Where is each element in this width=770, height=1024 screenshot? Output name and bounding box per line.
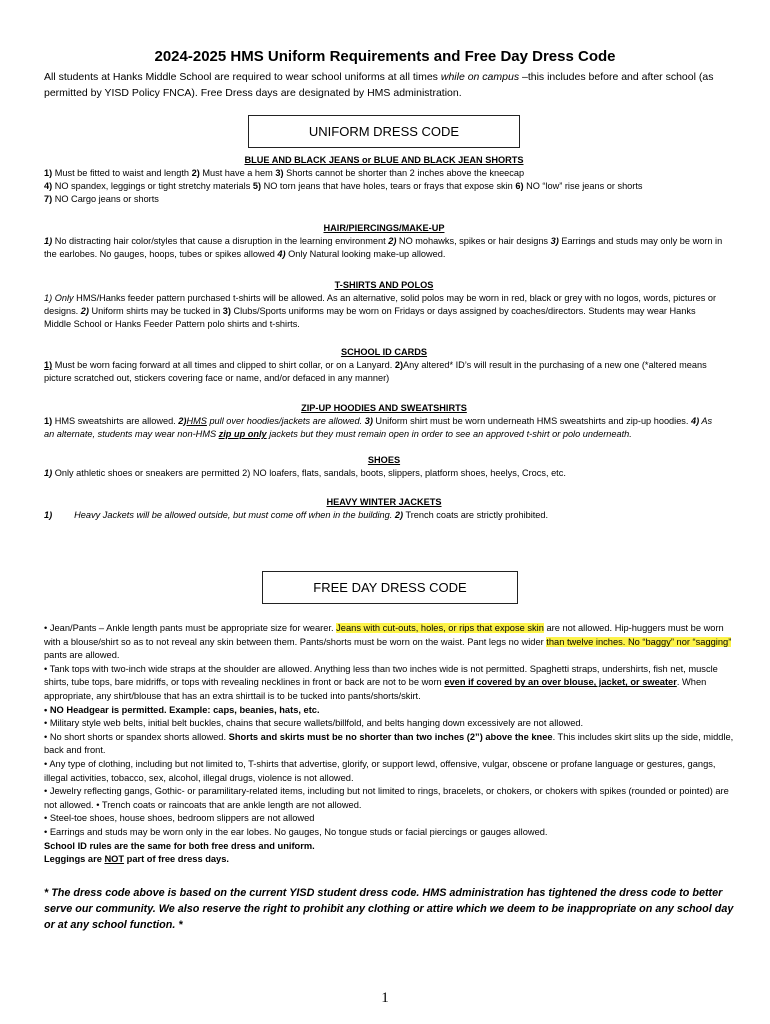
item-number: 5) (252, 181, 262, 191)
tshirts-section (44, 279, 724, 331)
item-number: 4) (277, 249, 286, 259)
section-heading: BLUE AND BLACK JEANS or BLUE AND BLACK JEAN SHORTS (244, 155, 524, 165)
free-rule-jeans (44, 622, 734, 663)
item-text: jackets but they must remain open in order to see an approved t-shirt or polo underneath. (266, 429, 632, 439)
item-text: HMS (186, 416, 207, 426)
item-text: HMS/Hanks feeder pattern purchased t-shirts will be allowed. As an alternative, solid polos may be worn in red, black or grey with no logos, words, pictures or designs. (44, 293, 717, 316)
item-text: NO torn jeans that have holes, tears or frays that expose skin (261, 181, 516, 191)
jeans-section (44, 154, 724, 206)
item-number: 2) (394, 360, 404, 370)
section-heading: HAIR/PIERCINGS/MAKE-UP (323, 223, 445, 233)
item-number: 3) (550, 236, 559, 246)
item-text: Must be worn facing forward at all times and clipped to shirt collar, or on a Lanyard. (52, 360, 395, 370)
item-number: 1) (44, 468, 53, 478)
item-number: 2) (178, 416, 187, 426)
rule-text: Leggings are (44, 854, 105, 865)
item-number: 1) (44, 236, 53, 246)
highlighted-text: Jeans with cut-outs, holes, or rips that expose skin (336, 623, 544, 633)
emphasis-text: NOT (104, 854, 125, 865)
item-text: Clubs/Sports uniforms may be worn on Fridays or days assigned by coaches/directors. Students may wear Hanks Middle School or Hanks Feeder Pattern polo shirts and t-shirts. (44, 306, 696, 329)
rule-text: part of free dress days. (124, 854, 229, 865)
rule-text: are not allowed. Hip-huggers must be worn with a blouse/shirt so as to not reveal any skin between them. Pants/shorts must be worn on the waist. Pant legs no wider (44, 623, 724, 647)
highlighted-text: than twelve inches. No “baggy” nor “sagging” (546, 636, 732, 647)
free-rule-leggings (44, 853, 734, 867)
footer-note: * The dress code above is based on the current YISD student dress code. HMS administration has tightened the dress code to better serve our community. We also reserve the right to prohibit any clothing or attire which we deem to be inappropriate on any school day or at any school function. * (44, 887, 734, 931)
free-rule-shorts (44, 731, 734, 758)
intro-text-end: –this includes before and after school (as permitted by YISD Policy FNCA). Free Dress days are designated by HMS administration. (44, 71, 714, 99)
free-rule-id: School ID rules are the same for both free dress and uniform. (44, 840, 315, 851)
item-text: Uniform shirt must be worn underneath HMS sweatshirts and zip-up hoodies. (372, 416, 692, 426)
item-text: Uniform shirts may be tucked in (88, 306, 223, 316)
free-rule-shoes: • Steel-toe shoes, house shoes, bedroom slippers are not allowed (44, 813, 315, 824)
section-heading: HEAVY WINTER JACKETS (326, 497, 442, 507)
section-heading: ZIP-UP HOODIES AND SWEATSHIRTS (301, 403, 467, 413)
item-text: zip up only (218, 429, 267, 439)
item-number: 3) (275, 168, 284, 178)
hoodies-section (44, 402, 724, 441)
item-number: 2) (394, 510, 404, 520)
emphasis-text: Shorts and skirts must be no shorter than two inches (2”) above the knee (228, 731, 553, 742)
section-heading: SCHOOL ID CARDS (340, 347, 428, 357)
free-rule-earrings: • Earrings and studs may be worn only in the ear lobes. No gauges, No tongue studs or facial piercings or gauges allowed. (44, 826, 548, 837)
item-number: 1) (44, 360, 53, 370)
intro-paragraph (44, 69, 734, 101)
item-text: Must have a hem (199, 168, 276, 178)
item-number: 2) (388, 236, 397, 246)
rule-text: • No short shorts or spandex shorts allowed. (44, 731, 229, 742)
emphasis-text: even if covered by an over blouse, jacket, or sweater (444, 677, 677, 688)
item-number: 2) (80, 306, 89, 316)
item-text: As an alternate, students may wear non-HMS (44, 416, 713, 439)
shoes-section (44, 454, 724, 480)
document-title: 2024-2025 HMS Uniform Requirements and Free Day Dress Code (154, 48, 616, 65)
item-text: HMS sweatshirts are allowed. (52, 416, 179, 426)
item-number: 4) (44, 181, 53, 191)
section-heading: SHOES (367, 455, 401, 465)
item-text: No distracting hair color/styles that cause a disruption in the learning environment (52, 236, 389, 246)
free-rule-clothing: • Any type of clothing, including but not limited to, T-shirts that advertise, glorify, or support lewd, offensive, vulgar, obscene or profane language or gestures, gangs, illegal activities, tobacco, sex, alcohol, illegal drugs, violence is not allowed. (44, 758, 716, 783)
free-day-rules (44, 622, 734, 867)
item-number: 6) (515, 181, 524, 191)
rule-text: . When appropriate, any shirt/blouse that has an extra shirttail is to be tucked into pants/shorts/skirt. (44, 677, 707, 701)
item-text: NO spandex, leggings or tight stretchy materials (52, 181, 253, 191)
item-number: 7) (44, 194, 53, 204)
item-text: Heavy Jackets will be allowed outside, but must come off when in the building. (74, 510, 395, 520)
uniform-dress-code-box: UNIFORM DRESS CODE (248, 115, 520, 148)
item-text: NO Cargo jeans or shorts (52, 194, 159, 204)
rule-text: • Tank tops with two-inch wide straps at the shoulder are allowed. Anything less than two inches wide is not permitted. Spaghetti straps, undershirts, fish net, muscle shirts, tube tops, bare midriffs, or tops with revealing necklines in front or back are not to be worn (44, 663, 718, 688)
intro-emphasis: while on campus (440, 71, 520, 83)
item-text: pull over hoodies/jackets are allowed. (206, 416, 365, 426)
rule-text: pants are allowed. (44, 650, 120, 661)
free-rule-tops (44, 663, 734, 704)
item-number: 1) (44, 510, 53, 520)
intro-text: All students at Hanks Middle School are required to wear school uniforms at all times (44, 71, 441, 83)
page-number: 1 (381, 990, 389, 1006)
item-text: NO “low” rise jeans or shorts (523, 181, 643, 191)
item-number: 1) Only (44, 293, 74, 303)
item-number: 1) (44, 416, 53, 426)
item-number: 1) (44, 168, 53, 178)
rule-text: • Jean/Pants – Ankle length pants must be appropriate size for wearer. (44, 623, 337, 633)
winter-jackets-section (44, 496, 724, 522)
free-day-dress-code-box: FREE DAY DRESS CODE (262, 571, 518, 604)
free-rule-headgear: • NO Headgear is permitted. Example: caps, beanies, hats, etc. (44, 704, 320, 715)
item-number: 3) (222, 306, 231, 316)
section-heading: T-SHIRTS AND POLOS (334, 280, 434, 290)
free-rule-belts: • Military style web belts, initial belt buckles, chains that secure wallets/billfold, and belts hanging down excessively are not allowed. (44, 718, 584, 729)
item-text: Only Natural looking make-up allowed. (285, 249, 446, 259)
item-number: 4) (691, 416, 700, 426)
item-number: 3) (364, 416, 373, 426)
item-text: Shorts cannot be shorter than 2 inches above the kneecap (283, 168, 525, 178)
item-text: Only athletic shoes or sneakers are permitted 2) NO loafers, flats, sandals, boots, slippers, platform shoes, heelys, Crocs, etc. (52, 468, 566, 478)
item-text: Trench coats are strictly prohibited. (403, 510, 549, 520)
item-text: Any altered* ID’s will result in the purchasing of a new one (*altered means picture scratched out, stickers covering face or name, and/or defaced in any manner) (44, 360, 707, 383)
item-text: NO mohawks, spikes or hair designs (396, 236, 551, 246)
item-text: Earrings and studs may only be worn in the earlobes. No gauges, hoops, tubes or spikes allowed (44, 236, 723, 259)
item-number: 2) (191, 168, 200, 178)
free-rule-jewelry: • Jewelry reflecting gangs, Gothic- or paramilitary-related items, including but not limited to rings, bracelets, or chokers, or chokers with spikes (rounded or pointed) are not allowed. • Trench coats or raincoats that are ankle length are not allowed. (44, 786, 729, 810)
hair-section (44, 222, 724, 261)
id-cards-section (44, 346, 724, 385)
item-text: Must be fitted to waist and length (52, 168, 192, 178)
rule-text: . This includes skirt slits up the side, middle, back and front. (44, 731, 734, 756)
